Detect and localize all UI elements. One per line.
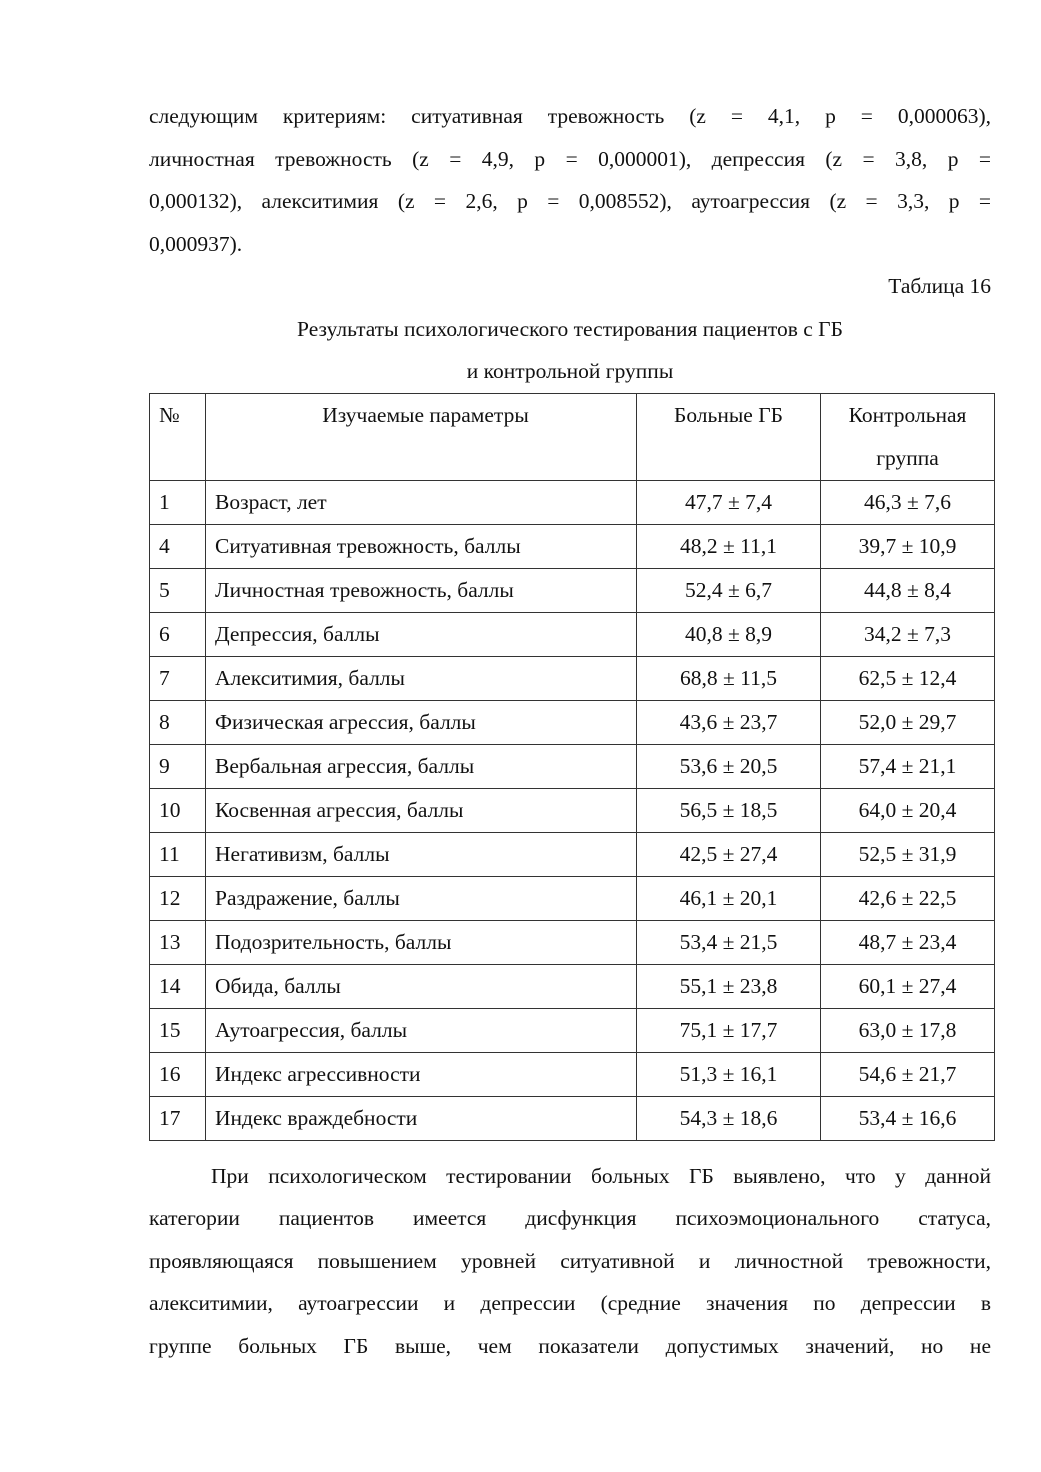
table-row (150, 480, 995, 524)
cell-group2: 39,7 ± 10,9 (821, 524, 995, 568)
text-line: следующим критериям: ситуативная тревожность (z = 4,1, p = 0,000063), (149, 104, 991, 128)
cell-param: Алекситимия, баллы (206, 656, 637, 700)
cell-group1: 68,8 ± 11,5 (637, 656, 821, 700)
table-row (150, 832, 995, 876)
cell-param: Аутоагрессия, баллы (206, 1008, 637, 1052)
table-row (150, 1096, 995, 1140)
outro-paragraph (149, 1155, 991, 1368)
text-line: 0,000937). (149, 231, 243, 256)
cell-num: 5 (150, 568, 206, 612)
cell-group1: 55,1 ± 23,8 (637, 964, 821, 1008)
cell-param: Физическая агрессия, баллы (206, 700, 637, 744)
cell-group1: 42,5 ± 27,4 (637, 832, 821, 876)
cell-param: Возраст, лет (206, 480, 637, 524)
cell-param: Индекс агрессивности (206, 1052, 637, 1096)
cell-param: Косвенная агрессия, баллы (206, 788, 637, 832)
cell-group2: 52,0 ± 29,7 (821, 700, 995, 744)
text-line: категории пациентов имеется дисфункция психоэмоционального статуса, (149, 1206, 991, 1230)
cell-group1: 52,4 ± 6,7 (637, 568, 821, 612)
table-row (150, 700, 995, 744)
cell-num: 17 (150, 1096, 206, 1140)
cell-group2: 64,0 ± 20,4 (821, 788, 995, 832)
cell-param: Раздражение, баллы (206, 876, 637, 920)
cell-num: 1 (150, 480, 206, 524)
cell-num: 4 (150, 524, 206, 568)
cell-num: 6 (150, 612, 206, 656)
header-group2 (821, 393, 995, 480)
cell-num: 15 (150, 1008, 206, 1052)
cell-group2: 46,3 ± 7,6 (821, 480, 995, 524)
cell-num: 13 (150, 920, 206, 964)
cell-group1: 46,1 ± 20,1 (637, 876, 821, 920)
cell-num: 7 (150, 656, 206, 700)
cell-num: 11 (150, 832, 206, 876)
intro-paragraph (149, 95, 991, 265)
caption-line: и контрольной группы (466, 359, 674, 383)
cell-group2: 48,7 ± 23,4 (821, 920, 995, 964)
cell-group2: 63,0 ± 17,8 (821, 1008, 995, 1052)
cell-group2: 57,4 ± 21,1 (821, 744, 995, 788)
cell-group1: 51,3 ± 16,1 (637, 1052, 821, 1096)
cell-param: Депрессия, баллы (206, 612, 637, 656)
table-header-row (150, 393, 995, 480)
cell-group1: 43,6 ± 23,7 (637, 700, 821, 744)
table-row (150, 920, 995, 964)
cell-group2: 62,5 ± 12,4 (821, 656, 995, 700)
cell-param: Вербальная агрессия, баллы (206, 744, 637, 788)
cell-group2: 44,8 ± 8,4 (821, 568, 995, 612)
table-caption (149, 308, 991, 393)
cell-param: Подозрительность, баллы (206, 920, 637, 964)
text-line: 0,000132), алекситимия (z = 2,6, p = 0,008552), аутоагрессия (z = 3,3, p = (149, 189, 991, 213)
header-group2-line1: Контрольная (848, 402, 967, 427)
cell-group1: 53,6 ± 20,5 (637, 744, 821, 788)
cell-group1: 53,4 ± 21,5 (637, 920, 821, 964)
text-line: проявляющаяся повышением уровней ситуативной и личностной тревожности, (149, 1248, 991, 1273)
cell-group1: 40,8 ± 8,9 (637, 612, 821, 656)
table-row (150, 524, 995, 568)
cell-num: 16 (150, 1052, 206, 1096)
text-line: личностная тревожность (z = 4,9, p = 0,000001), депрессия (z = 3,8, p = (149, 146, 991, 171)
cell-num: 12 (150, 876, 206, 920)
cell-group2: 60,1 ± 27,4 (821, 964, 995, 1008)
cell-param: Обида, баллы (206, 964, 637, 1008)
table-row (150, 568, 995, 612)
cell-group1: 48,2 ± 11,1 (637, 524, 821, 568)
cell-num: 8 (150, 700, 206, 744)
text-line: При психологическом тестировании больных ГБ выявлено, что у данной (211, 1163, 991, 1188)
table-row (150, 1052, 995, 1096)
cell-num: 9 (150, 744, 206, 788)
table-row (150, 1008, 995, 1052)
cell-num: 10 (150, 788, 206, 832)
cell-param: Негативизм, баллы (206, 832, 637, 876)
cell-group2: 34,2 ± 7,3 (821, 612, 995, 656)
table-row (150, 656, 995, 700)
table-row (150, 964, 995, 1008)
cell-group2: 42,6 ± 22,5 (821, 876, 995, 920)
cell-group2: 54,6 ± 21,7 (821, 1052, 995, 1096)
header-num: № (150, 393, 206, 480)
header-param: Изучаемые параметры (206, 393, 637, 480)
cell-group1: 75,1 ± 17,7 (637, 1008, 821, 1052)
cell-group2: 52,5 ± 31,9 (821, 832, 995, 876)
results-table (149, 393, 995, 1141)
caption-line: Результаты психологического тестирования пациентов с ГБ (297, 316, 843, 341)
cell-group2: 53,4 ± 16,6 (821, 1096, 995, 1140)
table-number-label: Таблица 16 (888, 274, 991, 298)
cell-param: Ситуативная тревожность, баллы (206, 524, 637, 568)
cell-param: Индекс враждебности (206, 1096, 637, 1140)
table-row (150, 876, 995, 920)
header-group1: Больные ГБ (637, 393, 821, 480)
cell-param: Личностная тревожность, баллы (206, 568, 637, 612)
document-page (149, 95, 991, 1367)
text-line: алекситимии, аутоагрессии и депрессии (средние значения по депрессии в (149, 1291, 991, 1315)
cell-num: 14 (150, 964, 206, 1008)
cell-group1: 47,7 ± 7,4 (637, 480, 821, 524)
text-line: группе больных ГБ выше, чем показатели допустимых значений, но не (149, 1333, 991, 1358)
table-row (150, 744, 995, 788)
cell-group1: 54,3 ± 18,6 (637, 1096, 821, 1140)
table-row (150, 612, 995, 656)
header-group2-line2: группа (876, 445, 939, 470)
table-row (150, 788, 995, 832)
cell-group1: 56,5 ± 18,5 (637, 788, 821, 832)
